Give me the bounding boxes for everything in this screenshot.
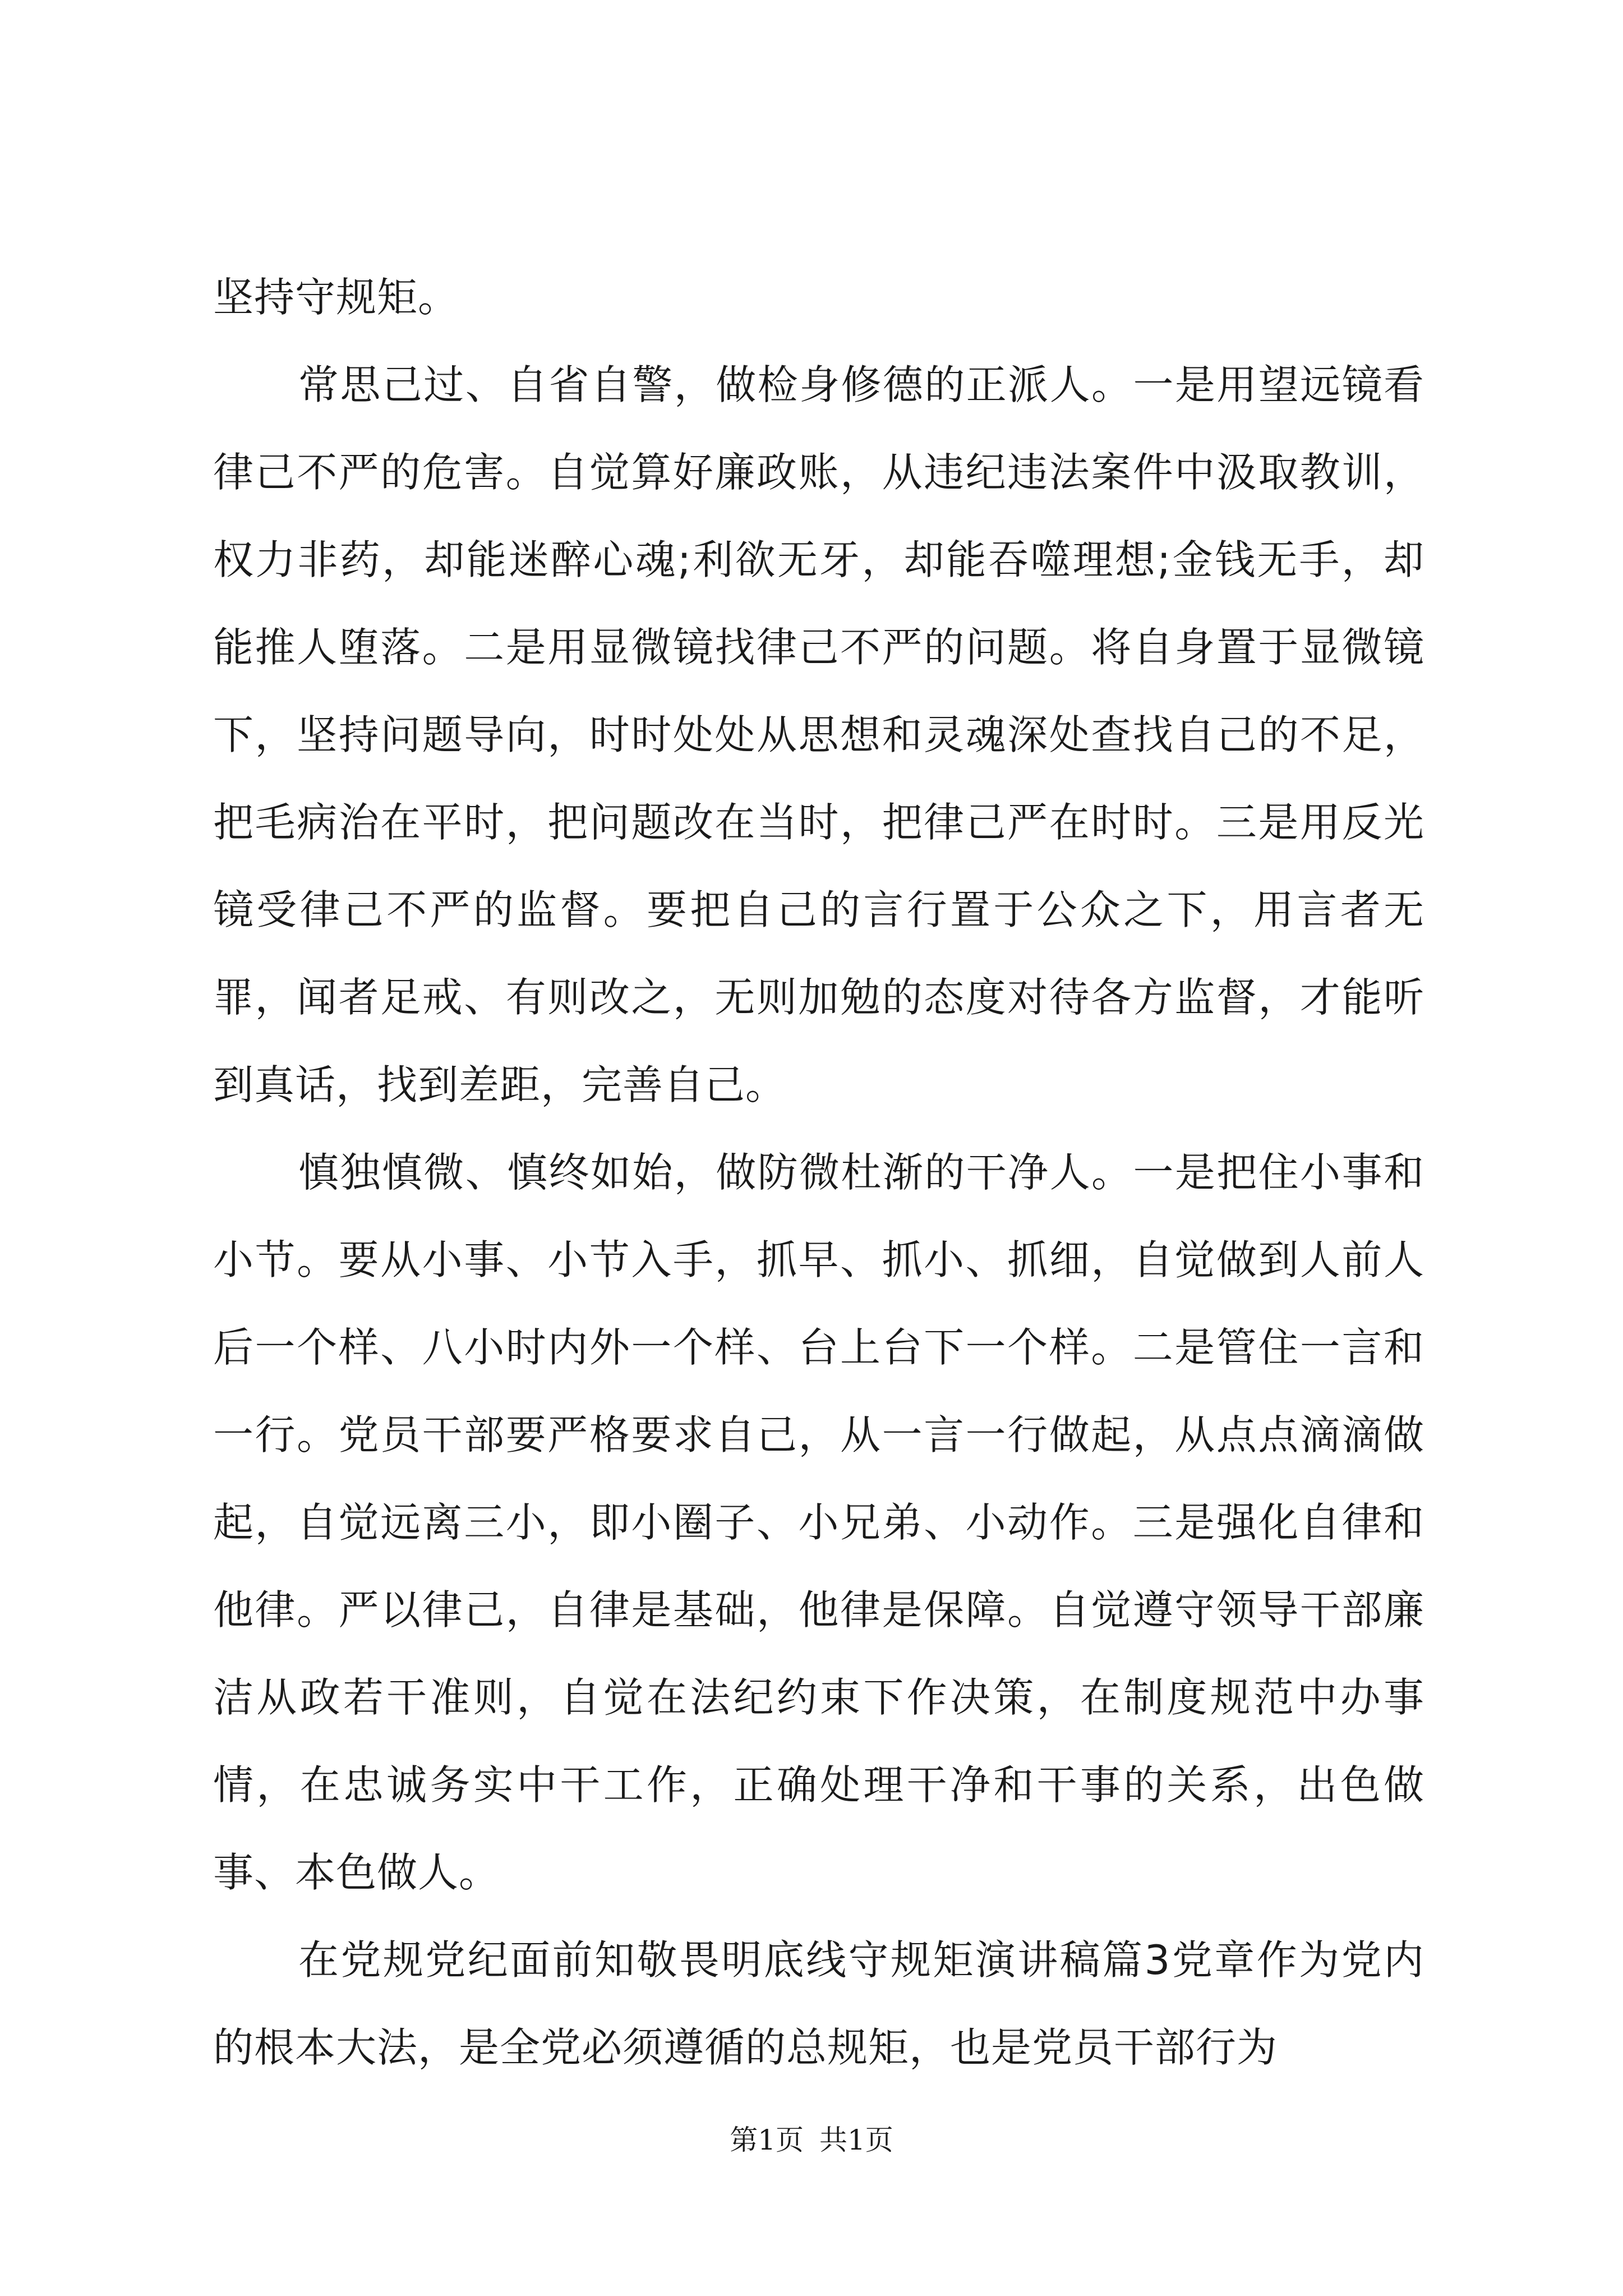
paragraph-prudence: 慎独慎微、慎终如始，做防微杜渐的干净人。一是把住小事和小节。要从小事、小节入手，抓早、抓小、抓细，自觉做到人前人后一个样、八小时内外一个样、台上台下一个样。二是管住一言和一行。党员干部要严格要求自己，从一言一行做起，从点点滴滴做起，自觉远离三小，即小圈子、小兄弟、小动作。三是强化自律和他律。严以律己，自律是基础，他律是保障。自觉遵守领导干部廉洁从政若干准则，自觉在法纪约束下作决策，在制度规范中办事情，在忠诚务实中干工作，正确处理干净和干事的关系，出色做事、本色做人。 <box>213 1149 1424 1896</box>
paragraph-speech-3: 在党规党纪面前知敬畏明底线守规矩演讲稿篇3党章作为党内的根本大法，是全党必须遵循的总规矩，也是党员干部行为 <box>213 1936 1424 2071</box>
paragraph-continuation: 坚持守规矩。 <box>213 274 459 321</box>
page-footer <box>0 2120 1623 2160</box>
document-body <box>213 254 1424 2091</box>
page-total: 共1页 <box>819 2124 893 2156</box>
page-number: 第1页 <box>730 2124 804 2156</box>
paragraph-self-reflection: 常思己过、自省自警，做检身修德的正派人。一是用望远镜看律己不严的危害。自觉算好廉政账，从违纪违法案件中汲取教训，权力非药，却能迷醉心魂;利欲无牙，却能吞噬理想;金钱无手，却能推人堕落。二是用显微镜找律己不严的问题。将自身置于显微镜下，坚持问题导向，时时处处从思想和灵魂深处查找自己的不足，把毛病治在平时，把问题改在当时，把律己严在时时。三是用反光镜受律己不严的监督。要把自己的言行置于公众之下，用言者无罪，闻者足戒、有则改之，无则加勉的态度对待各方监督，才能听到真话，找到差距，完善自己。 <box>213 361 1424 1108</box>
